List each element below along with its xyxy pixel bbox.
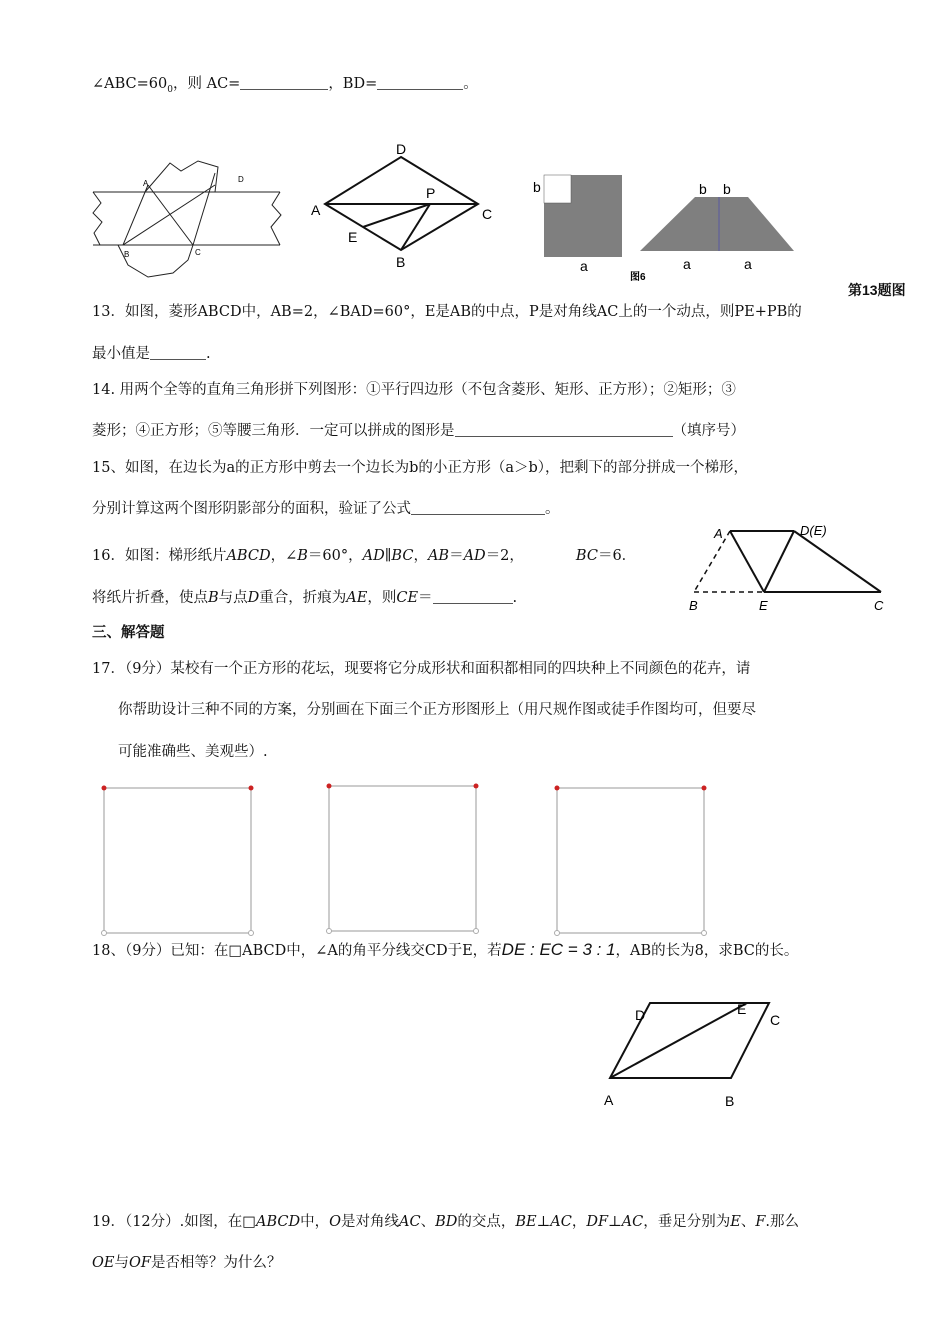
fig18-label-d: D [635, 1007, 646, 1023]
figure-caption-13: 第13题图 [848, 282, 906, 298]
fig2-label-a: A [311, 202, 321, 218]
fig4-label-b2: b [723, 181, 731, 197]
drawing-square-2[interactable] [321, 778, 486, 938]
fig16-label-c: C [874, 598, 884, 613]
q12-ac-blank[interactable] [240, 73, 328, 90]
fig16-label-e: E [759, 598, 768, 613]
fig2-label-d: D [396, 141, 407, 157]
q12-line: $\angle ABC=60_0$，则 AC= ，BD= 。 [92, 73, 478, 100]
q13-line1: 13．如图，菱形ABCD中，AB=2，∠BAD=60°，E是AB的中点，P是对角线AC上的一个动点，则PE+PB的 [92, 304, 802, 320]
fig1-label-d: D [238, 175, 244, 184]
fig16-label-b: B [689, 598, 698, 613]
q17-line2: 你帮助设计三种不同的方案，分别画在下面三个正方形图形上（用尺规作图或徒手作图均可，但要尽 [118, 702, 756, 718]
q18-line: 18、（9分）已知：在□ABCD中，∠A的角平分线交CD于E，若DE : EC = 3 : 1，AB的长为8，求BC的长。 [92, 940, 799, 959]
fig16-label-de: D(E) [800, 523, 827, 538]
q12-bd-blank[interactable] [377, 73, 463, 90]
fig3-label-a: a [580, 258, 588, 274]
trapezoid-figure [635, 180, 800, 280]
fig2-label-c: C [482, 206, 493, 222]
q16-line1: 16．如图：梯形纸片ABCD，∠B＝60°，AD∥BC，AB＝AD＝2， BC＝6． [92, 548, 637, 564]
fig18-label-e: E [737, 1001, 747, 1017]
q15-answer-blank[interactable] [411, 498, 545, 515]
fig18-label-c: C [770, 1012, 781, 1028]
drawing-square-3[interactable] [549, 780, 714, 940]
fig3-caption: 图6 [630, 272, 646, 283]
q13-line2: 最小值是 . [92, 343, 211, 364]
q18-formula: DE : EC = 3 : 1 [501, 940, 616, 959]
q14-line1: 14. 用两个全等的直角三角形拼下列图形：①平行四边形（不包含菱形、矩形、正方形）；②矩形；③ [92, 382, 736, 398]
fig3-label-b: b [533, 179, 541, 195]
q19-line1: 19．（12分）.如图，在□ABCD中，O是对角线AC、BD的交点，BE⊥AC，DF⊥AC，垂足分别为E、F.那么 [92, 1214, 799, 1230]
fig1-label-b: B [124, 250, 130, 259]
fig2-label-e: E [348, 229, 358, 245]
fig18-label-b: B [725, 1093, 735, 1109]
drawing-square-1[interactable] [96, 780, 261, 940]
q15-line2: 分别计算这两个图形阴影部分的面积，验证了公式 。 [92, 498, 560, 519]
fig16-label-a: A [714, 526, 723, 541]
q16-line2: 将纸片折叠，使点B与点D重合，折痕为AE，则CE＝ . [92, 587, 517, 608]
strip-figure [88, 155, 288, 285]
fig4-label-a2: a [744, 256, 752, 272]
section-title: 三、解答题 [92, 624, 165, 641]
fig2-label-b: B [396, 254, 406, 270]
fig2-label-p: P [426, 185, 436, 201]
q17-line3: 可能准确些、美观些）. [118, 744, 268, 760]
fig1-label-c: C [195, 248, 201, 257]
q14-line2: 菱形；④正方形；⑤等腰三角形．一定可以拼成的图形是 （填序号） [92, 420, 745, 441]
fig4-label-b1: b [699, 181, 707, 197]
fig4-label-a1: a [683, 256, 691, 272]
q17-line1: 17．（9分）某校有一个正方形的花坛，现要将它分成形状和面积都相同的四块种上不同颜色的花卉，请 [92, 661, 751, 677]
q14-answer-blank[interactable] [455, 420, 673, 437]
trapezoid-fold-figure [682, 520, 892, 615]
parallelogram-figure [598, 995, 818, 1115]
q13-answer-blank[interactable] [150, 343, 206, 360]
shaded-trapezoid [640, 197, 794, 251]
fig18-label-a: A [604, 1092, 614, 1108]
q15-line1: 15、如图，在边长为a的正方形中剪去一个边长为b的小正方形（a＞b），把剩下的部分拼成一个梯形， [92, 460, 749, 476]
rhombus-figure [308, 140, 498, 270]
q19-line2: OE与OF是否相等？为什么？ [92, 1255, 282, 1271]
cut-square [544, 175, 571, 203]
fig1-label-a: A [143, 179, 149, 188]
q16-answer-blank[interactable] [433, 587, 513, 604]
